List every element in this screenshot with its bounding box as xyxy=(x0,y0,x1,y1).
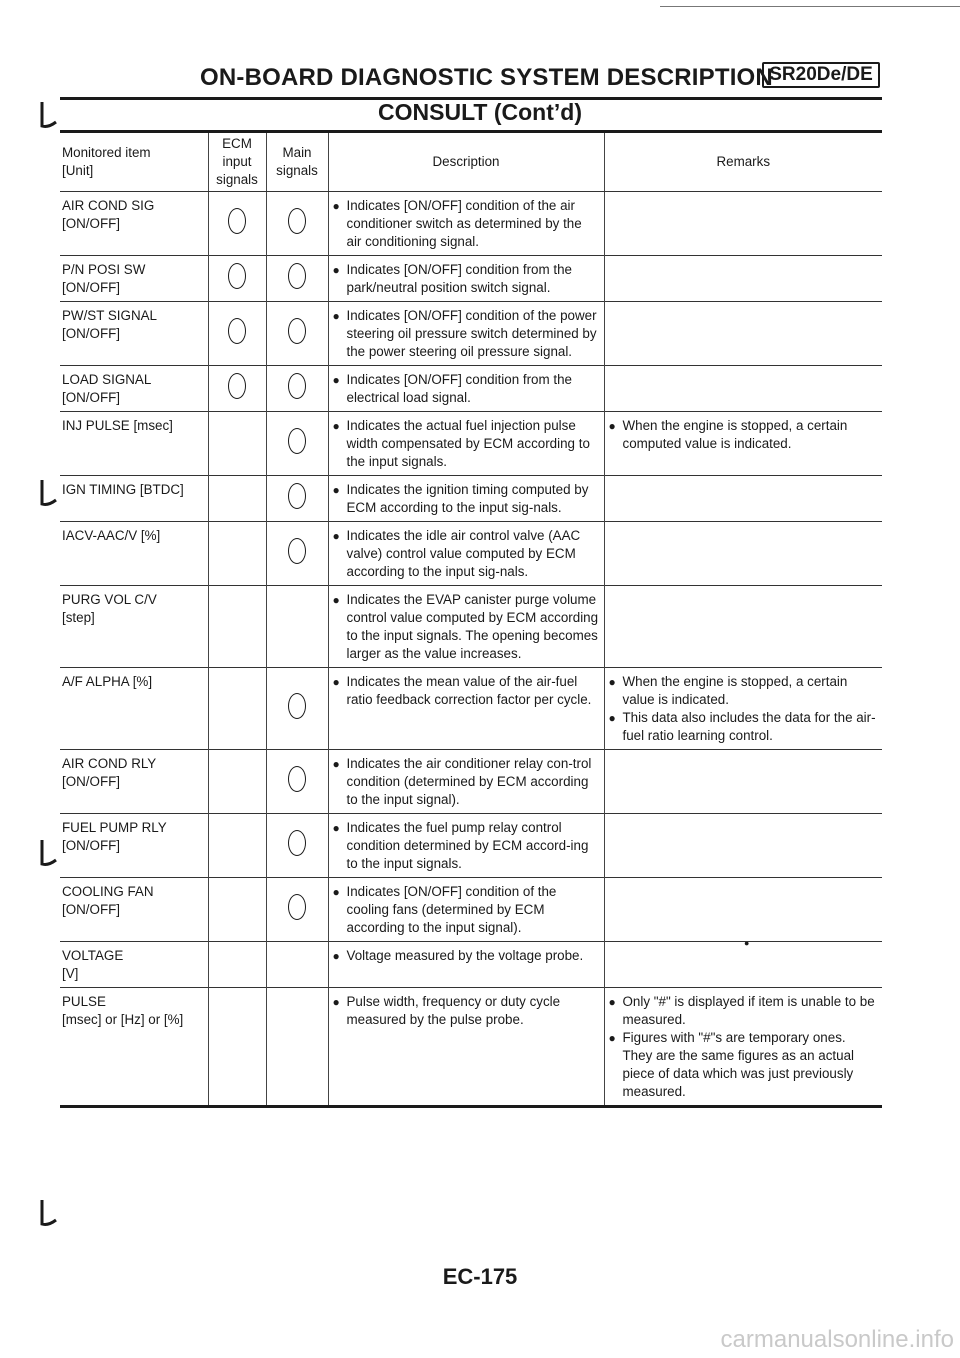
page-subtitle: CONSULT (Cont’d) xyxy=(378,99,582,125)
main-signal-cell xyxy=(266,192,328,256)
remarks-cell xyxy=(604,366,882,412)
remarks-cell xyxy=(604,988,882,1107)
description-text: Indicates [ON/OFF] condition of the air conditioner switch as determined by the air conditioning signal. xyxy=(346,198,582,249)
circle-mark-icon xyxy=(288,894,306,920)
binding-mark-icon xyxy=(38,838,58,872)
main-signal-cell xyxy=(266,988,328,1107)
circle-mark-icon xyxy=(288,830,306,856)
monitored-item xyxy=(60,522,208,586)
remarks-bullet xyxy=(609,709,879,745)
ecm-input-signal-cell xyxy=(208,668,266,750)
main-signal-cell xyxy=(266,942,328,988)
description-text: Indicates [ON/OFF] condition of the cooling fans (determined by ECM according to the input signal). xyxy=(346,884,557,935)
description-cell xyxy=(328,988,604,1107)
bullet-icon: ● xyxy=(332,949,340,963)
ecm-input-signal-cell xyxy=(208,412,266,476)
table-row xyxy=(60,366,882,412)
table-row xyxy=(60,668,882,750)
bullet-icon: ● xyxy=(332,593,340,607)
remarks-bullet xyxy=(609,673,879,709)
description-text: Indicates the air conditioner relay con-trol condition (determined by ECM according to the input signal). xyxy=(346,756,592,807)
description-text: Voltage measured by the voltage probe. xyxy=(346,948,584,963)
description-text: Indicates the EVAP canister purge volume control value computed by ECM according to the input signals. The opening becomes larger as the value increases. xyxy=(346,592,599,661)
description-text: Indicates [ON/OFF] condition from the park/neutral position switch signal. xyxy=(346,262,572,295)
bullet-icon: ● xyxy=(332,373,340,387)
description-text: Indicates the ignition timing computed by ECM according to the input sig-nals. xyxy=(346,482,589,515)
col-header-remarks: Remarks xyxy=(604,133,882,192)
bullet-icon: ● xyxy=(332,821,340,835)
description-cell xyxy=(328,302,604,366)
main-signal-cell xyxy=(266,302,328,366)
description-bullet xyxy=(333,947,600,965)
ecm-input-signal-cell xyxy=(208,366,266,412)
main-signal-cell xyxy=(266,256,328,302)
circle-mark-icon xyxy=(228,208,246,234)
description-text: Indicates [ON/OFF] condition of the power steering oil pressure switch determined by the power steering oil pressure signal. xyxy=(346,308,597,359)
monitored-item xyxy=(60,256,208,302)
remarks-cell xyxy=(604,192,882,256)
bullet-icon: ● xyxy=(332,309,340,323)
description-cell xyxy=(328,522,604,586)
stray-mark-icon: ● xyxy=(744,938,750,948)
monitored-item-line: PW/ST SIGNAL xyxy=(62,308,157,323)
description-text: Indicates the mean value of the air-fuel ratio feedback correction factor per cycle. xyxy=(346,674,592,707)
col-header-item xyxy=(60,133,208,192)
table-row xyxy=(60,412,882,476)
monitored-item xyxy=(60,412,208,476)
monitored-item-line: [V] xyxy=(62,966,79,981)
monitored-item xyxy=(60,668,208,750)
ecm-input-signal-cell xyxy=(208,586,266,668)
description-cell xyxy=(328,814,604,878)
circle-mark-icon xyxy=(288,318,306,344)
description-text: Indicates the fuel pump relay control condition determined by ECM accord-ing to the input signals. xyxy=(346,820,589,871)
description-cell xyxy=(328,192,604,256)
description-text: Pulse width, frequency or duty cycle measured by the pulse probe. xyxy=(346,994,561,1027)
monitored-item xyxy=(60,878,208,942)
col-header-item-line: [Unit] xyxy=(62,163,94,178)
col-header-main-line: Main xyxy=(282,145,312,160)
description-bullet xyxy=(333,673,600,709)
monitored-item-line: [ON/OFF] xyxy=(62,390,121,405)
col-header-ecm-line: input xyxy=(222,154,252,169)
monitored-item-line: FUEL PUMP RLY xyxy=(62,820,167,835)
ecm-input-signal-cell xyxy=(208,878,266,942)
monitored-item xyxy=(60,476,208,522)
description-bullet xyxy=(333,261,600,297)
page-title: ON-BOARD DIAGNOSTIC SYSTEM DESCRIPTION xyxy=(200,64,773,91)
main-signal-cell xyxy=(266,668,328,750)
binding-mark-icon xyxy=(38,478,58,512)
remarks-text: When the engine is stopped, a certain computed value is indicated. xyxy=(622,418,848,451)
remarks-cell xyxy=(604,942,882,988)
description-bullet xyxy=(333,883,600,937)
main-signal-cell xyxy=(266,814,328,878)
monitored-item-line: VOLTAGE xyxy=(62,948,124,963)
main-signal-cell xyxy=(266,522,328,586)
ecm-input-signal-cell xyxy=(208,476,266,522)
col-header-ecm-line: ECM xyxy=(222,136,252,151)
description-bullet xyxy=(333,819,600,873)
circle-mark-icon xyxy=(228,373,246,399)
bullet-icon: ● xyxy=(332,529,340,543)
monitored-item-line: [ON/OFF] xyxy=(62,216,121,231)
ecm-input-signal-cell xyxy=(208,942,266,988)
circle-mark-icon xyxy=(228,318,246,344)
table-row xyxy=(60,192,882,256)
col-header-item-line: Monitored item xyxy=(62,145,151,160)
table-row xyxy=(60,814,882,878)
remarks-text: Figures with "#"s are temporary ones. They are the same figures as an actual piece of data which was just previously measured. xyxy=(622,1030,854,1099)
main-signal-cell xyxy=(266,878,328,942)
remarks-cell xyxy=(604,814,882,878)
monitored-item-line: [ON/OFF] xyxy=(62,774,121,789)
remarks-text: This data also includes the data for the air-fuel ratio learning control. xyxy=(622,710,876,743)
description-cell xyxy=(328,256,604,302)
ecm-input-signal-cell xyxy=(208,814,266,878)
description-bullet xyxy=(333,197,600,251)
table-row xyxy=(60,942,882,988)
ecm-input-signal-cell xyxy=(208,750,266,814)
monitored-item-line: IGN TIMING [BTDC] xyxy=(62,482,184,497)
table-row xyxy=(60,878,882,942)
monitored-item-line: P/N POSI SW xyxy=(62,262,146,277)
col-header-main-line: signals xyxy=(276,163,318,178)
remarks-cell xyxy=(604,476,882,522)
monitored-item-line: [ON/OFF] xyxy=(62,902,121,917)
monitored-item xyxy=(60,814,208,878)
monitored-item xyxy=(60,192,208,256)
circle-mark-icon xyxy=(288,538,306,564)
monitored-item-line: [msec] or [Hz] or [%] xyxy=(62,1012,184,1027)
circle-mark-icon xyxy=(288,766,306,792)
remarks-bullet xyxy=(609,417,879,453)
monitored-item-line: INJ PULSE [msec] xyxy=(62,418,173,433)
description-cell xyxy=(328,586,604,668)
ecm-input-signal-cell xyxy=(208,256,266,302)
main-signal-cell xyxy=(266,750,328,814)
description-cell xyxy=(328,366,604,412)
monitored-item-line: COOLING FAN xyxy=(62,884,154,899)
description-bullet xyxy=(333,591,600,663)
monitored-item-line: A/F ALPHA [%] xyxy=(62,674,153,689)
circle-mark-icon xyxy=(288,483,306,509)
ecm-input-signal-cell xyxy=(208,192,266,256)
main-signal-cell xyxy=(266,476,328,522)
monitored-item-line: PURG VOL C/V xyxy=(62,592,157,607)
description-bullet xyxy=(333,755,600,809)
remarks-cell xyxy=(604,750,882,814)
page-number: EC-175 xyxy=(442,1264,518,1289)
circle-mark-icon xyxy=(288,373,306,399)
table-row xyxy=(60,476,882,522)
description-bullet xyxy=(333,527,600,581)
monitored-item-line: [step] xyxy=(62,610,95,625)
bullet-icon: ● xyxy=(332,675,340,689)
monitored-item xyxy=(60,942,208,988)
monitored-item xyxy=(60,750,208,814)
description-cell xyxy=(328,942,604,988)
monitored-item-line: [ON/OFF] xyxy=(62,326,121,341)
consult-table xyxy=(60,133,882,1108)
monitored-item-line: IACV-AAC/V [%] xyxy=(62,528,161,543)
remarks-cell xyxy=(604,256,882,302)
monitored-item xyxy=(60,302,208,366)
remarks-text: Only "#" is displayed if item is unable to be measured. xyxy=(622,994,875,1027)
bullet-icon: ● xyxy=(608,1031,616,1045)
ecm-input-signal-cell xyxy=(208,302,266,366)
col-header-ecm-line: signals xyxy=(216,172,258,187)
monitored-item-line: PULSE xyxy=(62,994,106,1009)
engine-badge: SR20De/DE xyxy=(762,62,880,88)
circle-mark-icon xyxy=(288,263,306,289)
col-header-description: Description xyxy=(328,133,604,192)
monitored-item-line: LOAD SIGNAL xyxy=(62,372,152,387)
bullet-icon: ● xyxy=(608,995,616,1009)
binding-mark-icon xyxy=(38,1198,58,1232)
monitored-item-line: AIR COND SIG xyxy=(62,198,155,213)
description-bullet xyxy=(333,307,600,361)
description-bullet xyxy=(333,371,600,407)
table-row xyxy=(60,302,882,366)
col-header-main xyxy=(266,133,328,192)
description-text: Indicates [ON/OFF] condition from the electrical load signal. xyxy=(346,372,572,405)
remarks-cell xyxy=(604,668,882,750)
remarks-cell xyxy=(604,412,882,476)
description-bullet xyxy=(333,993,600,1029)
main-signal-cell xyxy=(266,586,328,668)
remarks-cell xyxy=(604,878,882,942)
description-cell xyxy=(328,476,604,522)
monitored-item xyxy=(60,366,208,412)
table-row xyxy=(60,750,882,814)
bullet-icon: ● xyxy=(332,995,340,1009)
circle-mark-icon xyxy=(288,208,306,234)
main-signal-cell xyxy=(266,366,328,412)
ecm-input-signal-cell xyxy=(208,522,266,586)
description-cell xyxy=(328,878,604,942)
col-header-ecm xyxy=(208,133,266,192)
remarks-cell xyxy=(604,302,882,366)
bullet-icon: ● xyxy=(332,263,340,277)
table-row xyxy=(60,256,882,302)
description-cell xyxy=(328,750,604,814)
main-signal-cell xyxy=(266,412,328,476)
remarks-bullet xyxy=(609,1029,879,1101)
circle-mark-icon xyxy=(288,428,306,454)
description-cell xyxy=(328,668,604,750)
remarks-text: When the engine is stopped, a certain value is indicated. xyxy=(622,674,848,707)
bullet-icon: ● xyxy=(608,675,616,689)
watermark: carmanualsonline.info xyxy=(720,1326,954,1353)
monitored-item xyxy=(60,988,208,1107)
ecm-input-signal-cell xyxy=(208,988,266,1107)
description-text: Indicates the idle air control valve (AAC valve) control value computed by ECM according to the input sig-nals. xyxy=(346,528,581,579)
description-bullet xyxy=(333,481,600,517)
bullet-icon: ● xyxy=(332,199,340,213)
bullet-icon: ● xyxy=(608,419,616,433)
table-header-row xyxy=(60,133,882,192)
bullet-icon: ● xyxy=(332,885,340,899)
circle-mark-icon xyxy=(288,693,306,719)
top-rule xyxy=(660,6,960,7)
monitored-item xyxy=(60,586,208,668)
bullet-icon: ● xyxy=(332,483,340,497)
bullet-icon: ● xyxy=(332,419,340,433)
bullet-icon: ● xyxy=(332,757,340,771)
description-bullet xyxy=(333,417,600,471)
circle-mark-icon xyxy=(228,263,246,289)
description-text: Indicates the actual fuel injection pulse width compensated by ECM according to the input signals. xyxy=(346,418,590,469)
remarks-cell xyxy=(604,586,882,668)
table-row xyxy=(60,522,882,586)
remarks-bullet xyxy=(609,993,879,1029)
table-row xyxy=(60,586,882,668)
monitored-item-line: AIR COND RLY xyxy=(62,756,157,771)
table-row xyxy=(60,988,882,1107)
description-cell xyxy=(328,412,604,476)
binding-mark-icon xyxy=(38,100,58,134)
monitored-item-line: [ON/OFF] xyxy=(62,280,121,295)
remarks-cell xyxy=(604,522,882,586)
bullet-icon: ● xyxy=(608,711,616,725)
monitored-item-line: [ON/OFF] xyxy=(62,838,121,853)
